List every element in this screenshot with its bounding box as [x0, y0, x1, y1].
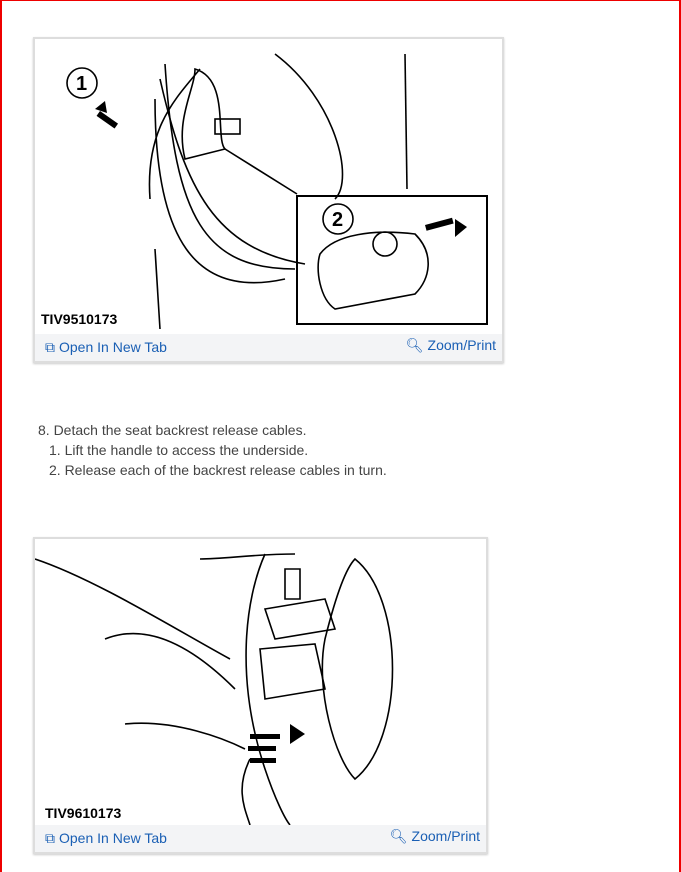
step-sub-1: 1. Lift the handle to access the underside.	[49, 442, 309, 458]
open-in-new-tab-link[interactable]	[45, 830, 167, 847]
instruction-step	[38, 420, 387, 480]
new-tab-icon: ⧉	[45, 830, 55, 846]
zoom-label: Zoom/Print	[427, 337, 496, 353]
zoom-print-link[interactable]	[390, 828, 480, 845]
callout-1: 1	[76, 73, 88, 95]
figure-1-illustration	[35, 39, 502, 334]
figure-caption: TIV9510173	[41, 311, 118, 327]
figure-toolbar	[35, 825, 486, 852]
figure-caption: TIV9610173	[45, 805, 122, 821]
callout-2: 2	[332, 209, 344, 231]
step-main: 8. Detach the seat backrest release cables.	[38, 422, 307, 438]
zoom-in-icon: 🔍︎	[389, 828, 408, 844]
figure-1	[33, 37, 504, 363]
step-sub-2: 2. Release each of the backrest release cables in turn.	[49, 462, 387, 478]
new-tab-icon: ⧉	[45, 339, 55, 355]
zoom-label: Zoom/Print	[411, 828, 480, 844]
open-label: Open In New Tab	[59, 830, 167, 846]
figure-2-illustration	[35, 539, 486, 825]
figure-toolbar	[35, 334, 502, 361]
zoom-in-icon: 🔍︎	[405, 337, 424, 353]
zoom-print-link[interactable]	[406, 337, 496, 354]
figure-2	[33, 537, 488, 854]
open-label: Open In New Tab	[59, 339, 167, 355]
open-in-new-tab-link[interactable]	[45, 339, 167, 356]
